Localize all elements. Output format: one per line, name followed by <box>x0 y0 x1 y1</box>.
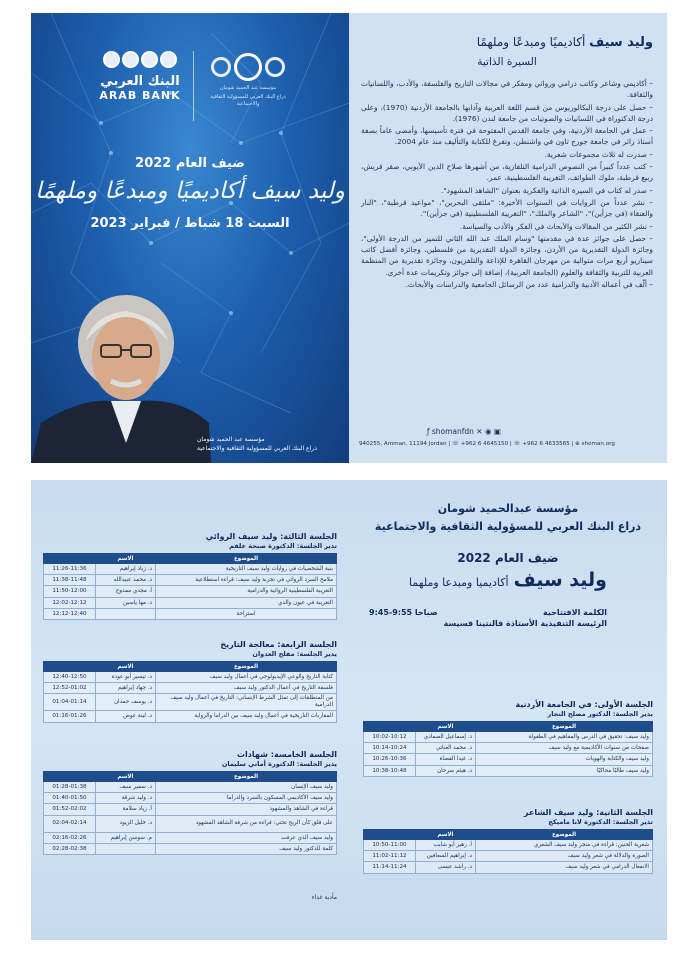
program-org-branch: ذراع البنك العربي للمسؤولية الثقافية والاجتماعية <box>374 520 642 533</box>
topic-cell: وليد سيف: تحقيق في الدرس والمفاهيم في الطفولة <box>476 732 653 743</box>
cover-guest-year: ضيف العام 2022 <box>135 156 245 171</box>
cover-footer <box>197 435 337 453</box>
time-cell: 01:52-02:02 <box>44 804 96 815</box>
bio-list <box>361 78 653 290</box>
name-cell: د. يوسف حمدان <box>96 694 156 711</box>
table-row <box>44 564 337 575</box>
shoman-foundation-logo <box>203 51 293 108</box>
name-cell <box>96 608 156 619</box>
time-cell: 10:26-10:36 <box>364 754 416 765</box>
bio-item: – صدر له كتاب في السيرة الذاتية والفكرية بعنوان "الشاهد المشهود". <box>440 185 653 195</box>
cover-event-date: السبت 18 شباط / فبراير 2023 <box>90 216 290 231</box>
session-title: الجلسة الثانية: وليد سيف الشاعر <box>523 808 653 817</box>
name-cell: د. مها ياسين <box>96 597 156 608</box>
brochure-cover-sheet <box>31 13 667 463</box>
session-table <box>363 721 653 777</box>
contact-info: 940255, Amman, 11194 Jordan | ☏ +962 6 4645150 | ☏ +962 6 4633565 | ⊕ shoman.org <box>359 441 615 447</box>
cover-footer-tagline: ذراع البنك العربي للمسؤولية الثقافية والاجتماعية <box>197 445 317 452</box>
bio-item: – حصل على درجة البكالوريوس من قسم اللغة العربية وآدابها بالجامعة الأردنية (1970)، وعلى درجة الدكتوراة في اللسانيات والصوتيات من جامعة لندن (1976). <box>361 102 653 123</box>
session-chair: يدير الجلسة: مفلح العدوان <box>252 650 337 658</box>
table-row <box>44 694 337 711</box>
col-header-topic: الموضوع <box>476 830 653 840</box>
table-row <box>44 793 337 804</box>
topic-cell: كتابة التاريخ والوعي الإيديولوجي في أعمال وليد سيف <box>156 672 337 683</box>
session-3 <box>43 532 337 620</box>
col-header-name: الاسم <box>416 722 476 732</box>
bio-item: – نشر الكثير من المقالات والأبحاث في الفكر والأدب والسياسة. <box>459 221 653 231</box>
social-handle <box>371 427 501 436</box>
name-cell: د. غيدا القضاة <box>416 754 476 765</box>
bio-item: – عمل في الجامعة الأردنية، وفي جامعة القدس المفتوحة في فترة تأسيسها، وأمضى عاماً بصفة أستاذ زائر في جامعة جورج تاون في واشنطن، وتفرغ للكتابة والتأليف منذ عام 2004. <box>361 126 653 147</box>
bio-title-rest: أكاديميًا ومبدعًا وملهمًا <box>476 35 586 49</box>
time-cell: 12:12-12:40 <box>44 608 96 619</box>
bio-item: – صدرت له ثلاث مجموعات شعرية. <box>544 149 653 159</box>
topic-cell: من المنطلقات إلى تمثل الشرط الإنساني: التاريخ في أعمال وليد سيف الدرامية <box>156 694 337 711</box>
topic-cell: ملامح السرد الروائي في تجربة وليد سيف: قراءة استطلاعية <box>156 575 337 586</box>
table-row <box>44 683 337 694</box>
table-header-row <box>44 772 337 782</box>
col-header-time <box>44 554 96 564</box>
arab-bank-name-ar: البنك العربي <box>100 74 180 89</box>
table-row <box>44 672 337 683</box>
table-header-row <box>44 554 337 564</box>
logo-divider <box>193 51 194 121</box>
session-5 <box>43 750 337 855</box>
program-guest-name-strong: وليد سيف <box>513 569 607 591</box>
col-header-name: الاسم <box>416 830 476 840</box>
program-left-column <box>31 480 349 940</box>
bio-subtitle: السيرة الذاتية <box>477 56 537 68</box>
topic-cell: صفحات من سنوات الأكاديمية مع وليد سيف <box>476 743 653 754</box>
table-header-row <box>44 662 337 672</box>
program-right-column <box>349 480 667 940</box>
table-header-row <box>364 722 653 732</box>
topic-cell: على قلق كأن الريح تحتي: قراءة من شرفة الشاهد المشهود <box>156 815 337 832</box>
session-table <box>43 771 337 855</box>
name-cell: د. راشد عيسى <box>416 862 476 873</box>
bio-title <box>361 35 653 50</box>
session-table <box>363 829 653 874</box>
topic-cell: وليد سيف طالبًا محاكيًا <box>476 765 653 776</box>
social-handle-text: shomanfdn <box>431 427 474 436</box>
program-guest-name <box>349 569 667 591</box>
table-row <box>44 575 337 586</box>
time-cell: 02:28-02:38 <box>44 843 96 854</box>
program-guest-year: ضيف العام 2022 <box>457 551 559 565</box>
table-row <box>364 840 653 851</box>
table-row <box>364 754 653 765</box>
time-cell: 10:02-10:12 <box>364 732 416 743</box>
session-2 <box>363 808 653 874</box>
session-chair: تدير الجلسة: الدكتورة لانا ماميكج <box>548 818 653 826</box>
col-header-time <box>364 722 416 732</box>
arab-bank-logo <box>95 51 185 102</box>
table-row <box>44 804 337 815</box>
arab-bank-name-en: ARAB BANK <box>99 89 181 102</box>
name-cell: د. إسماعيل الصمادي <box>416 732 476 743</box>
time-cell: 11:38-11:48 <box>44 575 96 586</box>
name-cell: د. خليل الزيود <box>96 815 156 832</box>
session-chair: تدير الجلسة: الدكتورة صبحة علقم <box>229 542 337 550</box>
col-header-topic: الموضوع <box>156 554 337 564</box>
name-cell: د. سمير سيف <box>96 782 156 793</box>
session-table <box>43 553 337 620</box>
name-cell: د. تيسير أبو عودة <box>96 672 156 683</box>
time-cell: 10:14-10:24 <box>364 743 416 754</box>
name-cell: د. زياد إبراهيم <box>96 564 156 575</box>
table-row <box>44 843 337 854</box>
program-org-name: مؤسسة عبدالحميد شومان <box>437 502 579 515</box>
opening-label: الكلمة الافتتاحية <box>542 608 607 617</box>
session-chair: يدير الجلسة: الدكتورة أماني سليمان <box>221 760 337 768</box>
topic-cell: كلمة للدكتور وليد سيف <box>156 843 337 854</box>
col-header-topic: الموضوع <box>156 772 337 782</box>
session-title: الجلسة الرابعة: معالجة التاريخ <box>220 640 337 649</box>
col-header-name: الاسم <box>96 662 156 672</box>
name-cell: د. هيثم سرحان <box>416 765 476 776</box>
table-row <box>44 608 337 619</box>
bio-item: – حصل على جوائز عدة في مقدمتها "وسام الملك عبد الله الثاني للتميز من الدرجة الأولى"، وجائزة الدولة التقديرية من الأردن، وجائزة الدولة التقديرية من فلسطين، وجائزة أفضل كاتب سيناريو أربع مرات متوالية من مهرجان القاهرة للإذاعة والتلفزيون، وجائزة تقديرية من المنظمة العربية للتربية والثقافة والعلوم (الجامعة العربية)، إضافة إلى جوائز وتكريمات عدة أخرى. <box>361 233 653 277</box>
time-cell: 11:50-12:00 <box>44 586 96 597</box>
name-cell: م. سوسن إبراهيم <box>96 832 156 843</box>
shoman-circles-icon <box>203 51 293 83</box>
shoman-logo-name: مؤسسة عبد الحميد شومان <box>219 85 277 91</box>
table-row <box>364 851 653 862</box>
name-cell: أ. زهير أبو شايب <box>416 840 476 851</box>
name-cell: د. محمد العناتي <box>416 743 476 754</box>
time-cell: 02:16-02:26 <box>44 832 96 843</box>
time-cell: 12:02-12:12 <box>44 597 96 608</box>
time-cell: 02:04-02:14 <box>44 815 96 832</box>
session-title: الجلسة الثالثة: وليد سيف الروائي <box>205 532 337 541</box>
name-cell <box>96 843 156 854</box>
shoman-logo-tagline: ذراع البنك العربي للمسؤولية الثقافية والاجتماعية <box>210 94 286 107</box>
brochure-program-sheet <box>31 480 667 940</box>
name-cell: د. لينة عوض <box>96 711 156 722</box>
table-row <box>364 732 653 743</box>
col-header-time <box>44 772 96 782</box>
col-header-time <box>364 830 416 840</box>
time-cell: 10:50-11:00 <box>364 840 416 851</box>
topic-cell: بنية الشخصيات في روايات وليد سيف التاريخية <box>156 564 337 575</box>
time-cell: 01:28-01:38 <box>44 782 96 793</box>
table-row <box>44 597 337 608</box>
closing-lunch: مأدبة غداء <box>311 894 337 901</box>
time-cell: 12:40-12:50 <box>44 672 96 683</box>
cover-panel <box>31 13 349 463</box>
topic-cell: الانفعال الدرامي في شعر وليد سيف <box>476 862 653 873</box>
table-row <box>364 765 653 776</box>
session-title: الجلسة الأولى: في الجامعة الأردنية <box>515 700 653 709</box>
biography-panel <box>349 13 667 463</box>
guest-portrait-photo <box>31 283 211 463</box>
col-header-time <box>44 662 96 672</box>
cover-guest-name: وليد سيف أكاديميًا ومبدعًا وملهمًا <box>35 178 345 204</box>
bio-title-name: وليد سيف <box>589 35 653 50</box>
time-cell: 01:04-01:14 <box>44 694 96 711</box>
time-cell: 11:14-11:24 <box>364 862 416 873</box>
bio-item: – ألّف في أعماله الأدبية والدرامية عدد من الرسائل الجامعية والدراسات والأبحاث. <box>405 280 653 290</box>
program-guest-name-rest: أكاديميا ومبدعا وملهما <box>409 576 509 589</box>
topic-cell: فلسفة التاريخ في أعمال الدكتور وليد سيف <box>156 683 337 694</box>
session-4 <box>43 640 337 723</box>
table-row <box>364 743 653 754</box>
time-cell: 10:38-10:48 <box>364 765 416 776</box>
opening-speaker: الرئيسة التنفيذية الأستاذة فالنتينا قسيسة <box>443 619 607 628</box>
session-chair: يدير الجلسة: الدكتور مصلح النجار <box>547 710 653 718</box>
table-row <box>44 832 337 843</box>
topic-cell: وليد سيف الذي عرفت <box>156 832 337 843</box>
bio-item: – كتب عدداً كبيراً من النصوص الدرامية التلفازية، من أشهرها صلاح الدين الأيوبي، صقر قريش، ربيع قرطبة، ملوك الطوائف، التغريبة الفلسطينية، عمر. <box>361 162 653 183</box>
name-cell: د. محمد عبيدالله <box>96 575 156 586</box>
table-row <box>364 862 653 873</box>
time-cell: 01:16-01:26 <box>44 711 96 722</box>
name-cell: د. جهاد إبراهيم <box>96 683 156 694</box>
bio-item: – نشر عدداً من الروايات في السنوات الأخيرة: "ملتقى البحرين"، "مواعيد قرطبة"، "النار والعنقاء (في جزأين)"، "الشاعر والملك"، "التغريبة الفلسطينية (في جزأين)". <box>361 197 653 219</box>
topic-cell: المقاربات التاريخية في أعمال وليد سيف بين الدراما والرواية <box>156 711 337 722</box>
table-row <box>44 711 337 722</box>
opening-remarks <box>349 608 667 628</box>
opening-time: 9:45-9:55 صباحا <box>369 608 438 617</box>
time-cell: 11:02-11:12 <box>364 851 416 862</box>
topic-cell: وليد سيف الإنسان <box>156 782 337 793</box>
session-table <box>43 661 337 723</box>
sponsor-logos <box>31 43 349 128</box>
col-header-name: الاسم <box>96 554 156 564</box>
cover-footer-org: مؤسسة عبد الحميد شومان <box>197 436 265 443</box>
name-cell: د. وليد شرقة <box>96 793 156 804</box>
time-cell: 01:40-01:50 <box>44 793 96 804</box>
name-cell: د. إبراهيم السعافين <box>416 851 476 862</box>
table-header-row <box>364 830 653 840</box>
session-1 <box>363 700 653 777</box>
topic-cell: الصورة والدلالة في شعر وليد سيف <box>476 851 653 862</box>
topic-cell: وليد سيف والكتابة والهويات <box>476 754 653 765</box>
session-title: الجلسة الخامسة: شهادات <box>236 750 337 759</box>
table-row <box>44 782 337 793</box>
col-header-topic: الموضوع <box>476 722 653 732</box>
topic-cell: وليد سيف الأكاديمي المسكون بالسرد والدراما <box>156 793 337 804</box>
topic-cell: استراحة <box>156 608 337 619</box>
table-row <box>44 815 337 832</box>
topic-cell: قراءة في الشاهد والمشهود <box>156 804 337 815</box>
time-cell: 11:26-11:36 <box>44 564 96 575</box>
topic-cell: التغريبة الفلسطينية الروائية والدرامية <box>156 586 337 597</box>
name-cell: أ. زياد سلامة <box>96 804 156 815</box>
bio-item: – أكاديمي وشاعر وكاتب درامي وروائي ومفكر في مجالات التاريخ والفلسفة، والأدب، واللسانيات والثقافة. <box>361 79 653 100</box>
name-cell: أ. مجدي ممدوح <box>96 586 156 597</box>
arab-bank-rings-icon <box>95 51 185 68</box>
topic-cell: شعرية الحنين: قراءة في منجز وليد سيف الشعري <box>476 840 653 851</box>
topic-cell: التغريبة في عيون والدي <box>156 597 337 608</box>
col-header-topic: الموضوع <box>156 662 337 672</box>
col-header-name: الاسم <box>96 772 156 782</box>
social-icons: ▣ ◉ ✕ ƒ <box>426 427 501 436</box>
table-row <box>44 586 337 597</box>
time-cell: 12:52-01:02 <box>44 683 96 694</box>
